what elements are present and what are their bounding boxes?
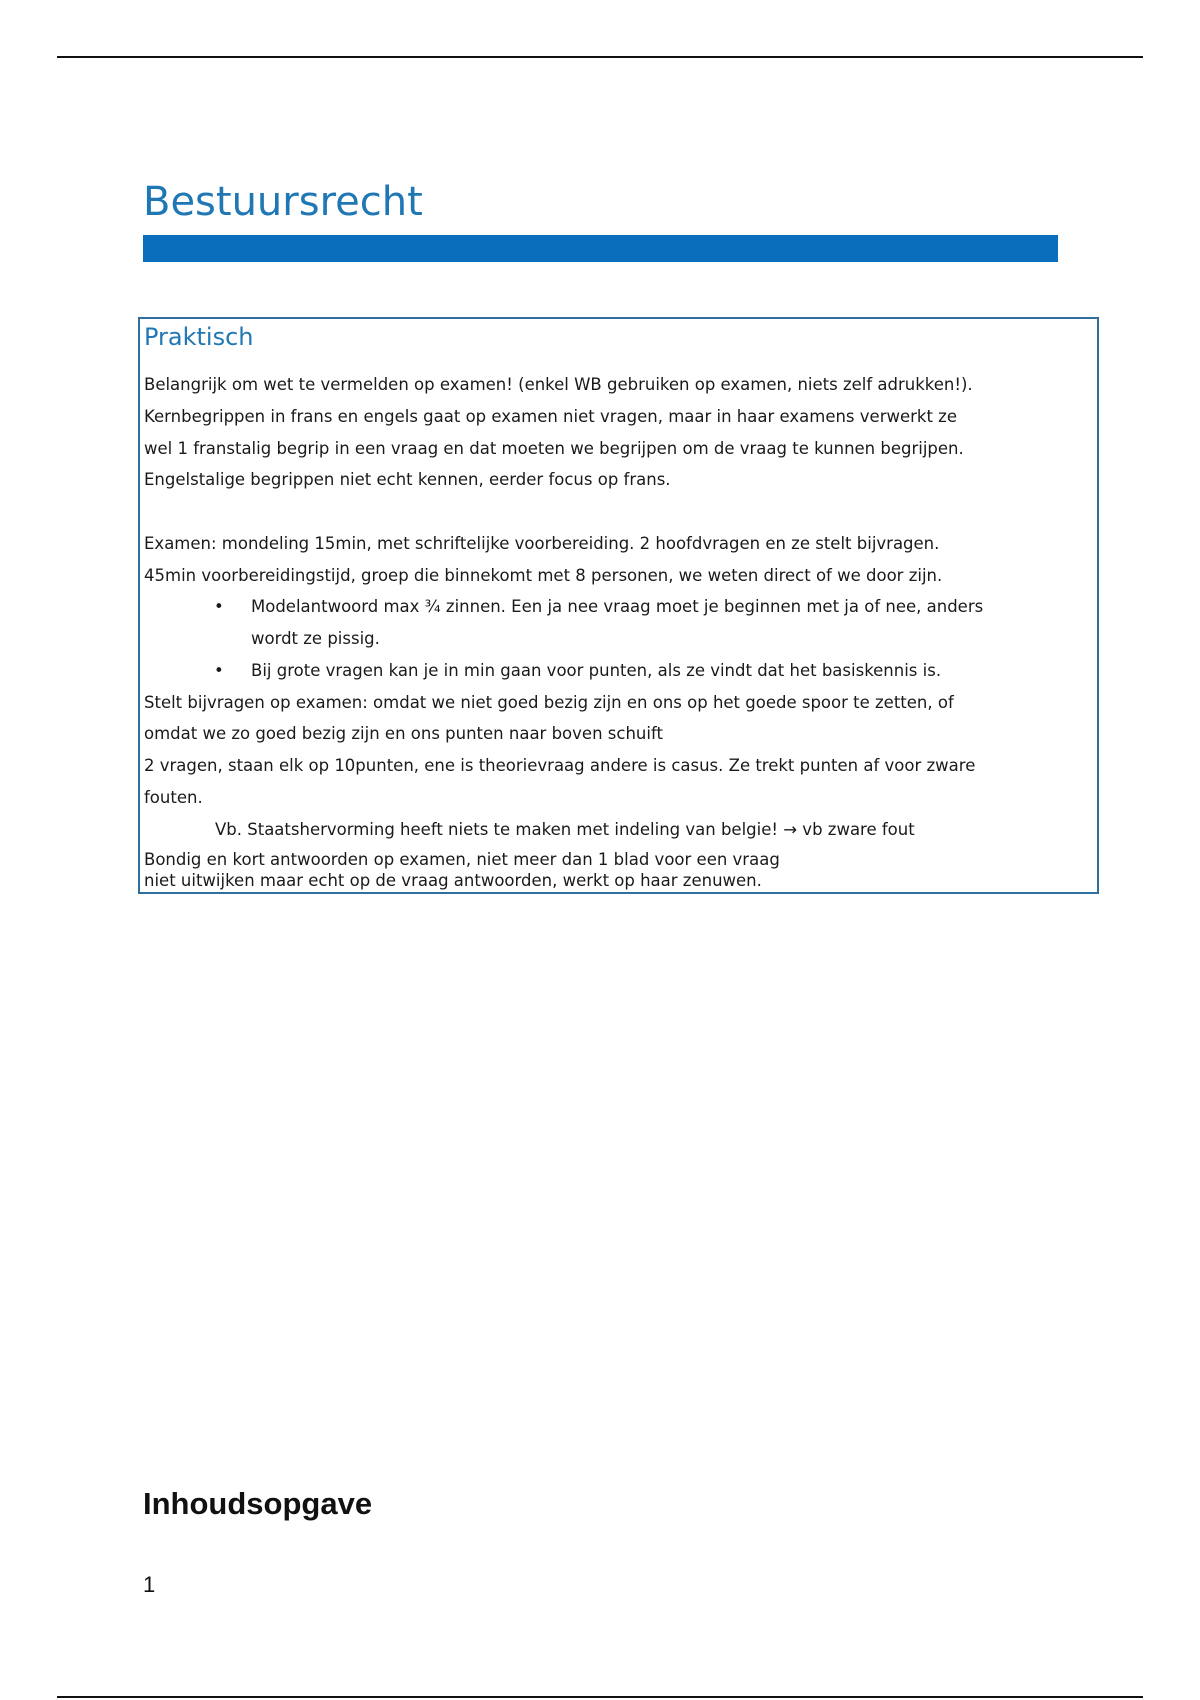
- page-bottom-rule: [57, 1696, 1143, 1698]
- bullet-item-text: Bij grote vragen kan je in min gaan voor punten, als ze vindt dat het basiskennis is.: [251, 661, 942, 680]
- praktisch-box: [138, 317, 1099, 894]
- bullet-item-text: Modelantwoord max ¾ zinnen. Een ja nee vraag moet je beginnen met ja of nee, anders: [251, 597, 984, 616]
- toc-heading: Inhoudsopgave: [143, 1486, 373, 1521]
- praktisch-line: Belangrijk om wet te vermelden op examen! (enkel WB gebruiken op examen, niets zelf adrukken!).: [144, 375, 973, 394]
- page-top-rule: [57, 56, 1143, 58]
- example-line: Vb. Staatshervorming heeft niets te maken met indeling van belgie! → vb zware fout: [215, 820, 915, 839]
- toc-page-number: 1: [143, 1572, 156, 1597]
- bullet-item-continuation: wordt ze pissig.: [251, 629, 380, 648]
- document-title: Bestuursrecht: [143, 179, 423, 225]
- praktisch-line: Engelstalige begrippen niet echt kennen, eerder focus op frans.: [144, 470, 671, 489]
- closing-line: niet uitwijken maar echt op de vraag antwoorden, werkt op haar zenuwen.: [144, 871, 762, 890]
- exam-line: Examen: mondeling 15min, met schriftelijke voorbereiding. 2 hoofdvragen en ze stelt bijvragen.: [144, 534, 940, 553]
- bijvragen-line: omdat we zo goed bezig zijn en ons punten naar boven schuift: [144, 724, 663, 743]
- praktisch-line: wel 1 franstalig begrip in een vraag en dat moeten we begrijpen om de vraag te kunnen begrijpen.: [144, 439, 964, 458]
- bullet-marker: •: [214, 661, 224, 680]
- vragen-line: fouten.: [144, 788, 203, 807]
- praktisch-line: Kernbegrippen in frans en engels gaat op examen niet vragen, maar in haar examens verwerkt ze: [144, 407, 957, 426]
- vragen-line: 2 vragen, staan elk op 10punten, ene is theorievraag andere is casus. Ze trekt punten af voor zware: [144, 756, 976, 775]
- exam-line: 45min voorbereidingstijd, groep die binnekomt met 8 personen, we weten direct of we door zijn.: [144, 566, 943, 585]
- bullet-marker: •: [214, 597, 224, 616]
- title-accent-bar: [143, 235, 1058, 262]
- closing-line: Bondig en kort antwoorden op examen, niet meer dan 1 blad voor een vraag: [144, 850, 780, 869]
- bijvragen-line: Stelt bijvragen op examen: omdat we niet goed bezig zijn en ons op het goede spoor te zetten, of: [144, 693, 954, 712]
- praktisch-heading: Praktisch: [144, 323, 254, 351]
